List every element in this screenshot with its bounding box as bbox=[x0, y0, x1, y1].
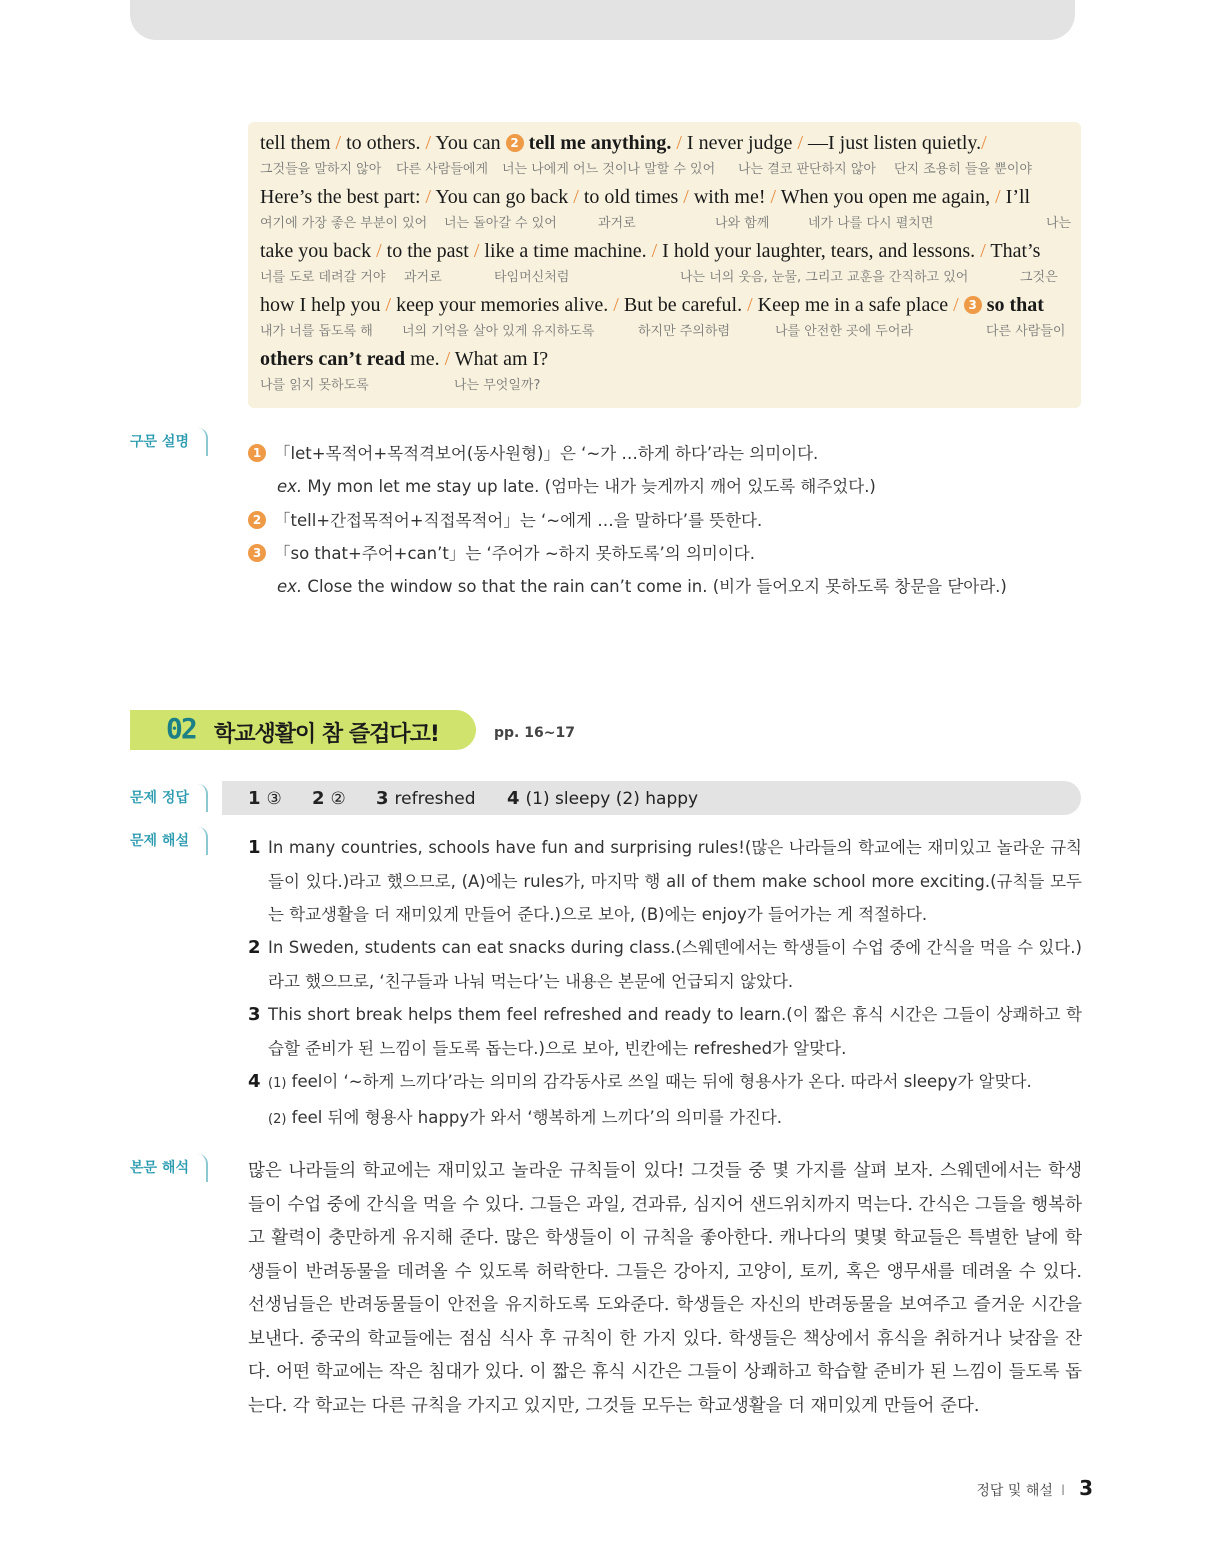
gloss: 너는 돌아갈 수 있어 bbox=[444, 216, 557, 231]
gloss: 여기에 가장 좋은 부분이 있어 bbox=[260, 216, 428, 231]
chunk: how I help you bbox=[260, 294, 381, 316]
page-footer bbox=[976, 1476, 1093, 1500]
syntax-note-3-example bbox=[277, 573, 1007, 597]
answer-value: ③ bbox=[266, 789, 282, 809]
answer-item bbox=[376, 788, 476, 809]
reading-passage-box bbox=[248, 122, 1081, 408]
chunk: to others. bbox=[346, 132, 421, 154]
gloss: 나는 결코 판단하지 않아 bbox=[738, 162, 876, 177]
gloss: 타임머신처럼 bbox=[494, 270, 570, 285]
explanation-number: 1 bbox=[248, 837, 261, 858]
chunk: But be careful. bbox=[623, 294, 743, 316]
gloss: 나는 무엇일까? bbox=[454, 378, 541, 393]
example-label: ex. bbox=[277, 477, 303, 496]
explanation-text: In Sweden, students can eat snacks during class.(스웨덴에서는 학생들이 수업 중에 간식을 먹을 수 있다.)라고 했으므로, ‘친구들과 나눠 먹는다’는 내용은 본문에 언급되지 않았다. bbox=[268, 938, 1082, 991]
gloss: 다른 사람들에게 bbox=[396, 162, 489, 177]
gloss: 네가 나를 다시 펼치면 bbox=[808, 216, 934, 231]
gloss: 나를 읽지 못하도록 bbox=[260, 378, 369, 393]
explanation-2 bbox=[248, 931, 1082, 998]
chunk-bold: so that bbox=[986, 294, 1044, 316]
answers-bar bbox=[222, 781, 1081, 815]
top-decorative-bar bbox=[130, 0, 1075, 40]
tag-syntax-notes: 구문 설명 bbox=[130, 428, 208, 456]
gloss: 단지 조용히 들을 뿐이야 bbox=[894, 162, 1032, 177]
explanation-number: 2 bbox=[248, 937, 261, 958]
answer-number: 1 bbox=[248, 788, 261, 809]
answer-number: 4 bbox=[507, 788, 520, 809]
chunk: to the past bbox=[386, 240, 469, 262]
gloss: 너를 도로 데려갈 거야 bbox=[260, 270, 386, 285]
gloss: 나는 bbox=[1046, 216, 1072, 231]
english-line: tell them / to others. / You can 2 tell me anything. / I never judge / —I just listen quietly./ bbox=[260, 132, 987, 154]
chunk: When you open me again, bbox=[780, 186, 991, 208]
explanation-text bbox=[268, 1065, 1082, 1136]
note-number-icon: 1 bbox=[248, 444, 266, 462]
note-text: 「tell+간접목적어+직접목적어」는 ‘~에게 …을 말하다’를 뜻한다. bbox=[274, 511, 763, 530]
chunk-bold: others can’t read bbox=[260, 348, 406, 370]
gloss: 그것들을 말하지 않아 bbox=[260, 162, 382, 177]
gloss: 과거로 bbox=[404, 270, 442, 285]
answer-item bbox=[507, 788, 698, 809]
chunk: Here’s the best part: bbox=[260, 186, 421, 208]
answer-number: 3 bbox=[376, 788, 389, 809]
explanation-number: 4 bbox=[248, 1071, 261, 1092]
explanation-3 bbox=[248, 998, 1082, 1065]
chunk-bold: tell me anything. bbox=[528, 132, 672, 154]
english-line: others can’t read me. / What am I? bbox=[260, 348, 549, 370]
chunk: You can bbox=[435, 132, 501, 154]
sub-text: feel이 ‘~하게 느끼다’라는 의미의 감각동사로 쓰일 때는 뒤에 형용사가 온다. 따라서 sleepy가 알맞다. bbox=[291, 1072, 1032, 1091]
section-pages: pp. 16~17 bbox=[494, 725, 575, 741]
gloss: 나를 안전한 곳에 두어라 bbox=[775, 324, 913, 339]
answer-value: (1) sleepy (2) happy bbox=[525, 789, 699, 809]
explanation-text: This short break helps them feel refreshed and ready to learn.(이 짧은 휴식 시간은 그들이 상쾌하고 학습할 준비가 된 느낌이 들도록 돕는다.)으로 보아, 빈칸에는 refreshed가 알맞다. bbox=[268, 1005, 1082, 1058]
sub-text: feel 뒤에 형용사 happy가 와서 ‘행복하게 느끼다’의 의미를 가진다. bbox=[291, 1107, 782, 1127]
note-marker-3: 3 bbox=[964, 296, 982, 314]
gloss: 과거로 bbox=[598, 216, 636, 231]
section-header bbox=[130, 710, 476, 750]
example-label: ex. bbox=[277, 577, 303, 596]
explanation-text: In many countries, schools have fun and surprising rules!(많은 나라들의 학교에는 재미있고 놀라운 규칙들이 있다.)라고 했으므로, (A)에는 rules가, 마지막 행 all of them make school more exciting.(규칙들 모두는 학교생활을 더 재미있게 만들어 준다.)으로 보아, (B)에는 enjoy가 들어가는 게 적절하다. bbox=[268, 838, 1082, 924]
footer-label: 정답 및 해설 bbox=[976, 1483, 1053, 1499]
sub-label: (1) bbox=[268, 1076, 287, 1091]
explanation-4 bbox=[248, 1065, 1082, 1136]
gloss: 하지만 주의하렴 bbox=[638, 324, 731, 339]
sub-label: (2) bbox=[268, 1111, 287, 1127]
note-text: 「let+목적어+목적격보어(동사원형)」은 ‘~가 …하게 하다’라는 의미이다. bbox=[274, 444, 819, 463]
page-number: 3 bbox=[1079, 1476, 1093, 1500]
answer-item bbox=[312, 788, 346, 809]
example-text: My mon let me stay up late. (엄마는 내가 늦게까지 깨어 있도록 해주었다.) bbox=[307, 477, 876, 496]
example-text: Close the window so that the rain can’t come in. (비가 들어오지 못하도록 창문을 닫아라.) bbox=[307, 577, 1007, 596]
english-line: take you back / to the past / like a time machine. / I hold your laughter, tears, and lessons. / That’s bbox=[260, 240, 1041, 262]
chunk: What am I? bbox=[454, 348, 549, 370]
section-number: 02 bbox=[166, 712, 196, 745]
gloss: 너의 기억을 살아 있게 유지하도록 bbox=[402, 324, 595, 339]
gloss: 그것은 bbox=[1020, 270, 1058, 285]
chunk: to old times bbox=[583, 186, 679, 208]
syntax-note-3 bbox=[248, 540, 755, 564]
chunk: I’ll bbox=[1005, 186, 1031, 208]
chunk: with me! bbox=[693, 186, 766, 208]
chunk: That’s bbox=[990, 240, 1041, 262]
chunk: take you back bbox=[260, 240, 372, 262]
tag-translation: 본문 해석 bbox=[130, 1154, 208, 1182]
tag-explanations: 문제 해설 bbox=[130, 827, 208, 855]
gloss: 다른 사람들이 bbox=[986, 324, 1066, 339]
chunk: Keep me in a safe place bbox=[757, 294, 949, 316]
note-text: 「so that+주어+can’t」는 ‘주어가 ~하지 못하도록’의 의미이다. bbox=[274, 544, 755, 563]
tag-answers: 문제 정답 bbox=[130, 784, 208, 812]
explanation-number: 3 bbox=[248, 1004, 261, 1025]
note-number-icon: 2 bbox=[248, 511, 266, 529]
english-line: Here’s the best part: / You can go back / to old times / with me! / When you open me again, / I’ll bbox=[260, 186, 1031, 208]
syntax-note-1-example bbox=[277, 473, 876, 497]
translation-text: 많은 나라들의 학교에는 재미있고 놀라운 규칙들이 있다! 그것들 중 몇 가지를 살펴 보자. 스웨덴에서는 학생들이 수업 중에 간식을 먹을 수 있다. 그들은 과일, 견과류, 심지어 샌드위치까지 먹는다. 간식은 그들을 행복하고 활력이 충만하게 유지해 준다. 많은 학생들이 이 규칙을 좋아한다. 캐나다의 몇몇 학교들은 특별한 날에 학생들이 반려동물을 데려올 수 있도록 허락한다. 그들은 강아지, 고양이, 토끼, 혹은 앵무새를 데려올 수 있다. 선생님들은 반려동물들이 안전을 유지하도록 도와준다. 학생들은 자신의 반려동물을 보여주고 즐거운 시간을 보낸다. 중국의 학교들에는 점심 식사 후 규칙이 한 가지 있다. 학생들은 책상에서 휴식을 취하거나 낮잠을 잔다. 어떤 학교에는 작은 침대가 있다. 이 짧은 휴식 시간은 그들이 상쾌하고 학습할 준비가 된 느낌이 들도록 돕는다. 각 학교는 다른 규칙을 가지고 있지만, 그것들 모두는 학교생활을 더 재미있게 만들어 준다. bbox=[248, 1161, 1082, 1416]
gloss: 너는 나에게 어느 것이나 말할 수 있어 bbox=[502, 162, 716, 177]
explanation-1 bbox=[248, 831, 1082, 932]
answer-value: refreshed bbox=[394, 789, 476, 809]
chunk: me. bbox=[410, 348, 440, 370]
note-number-icon: 3 bbox=[248, 544, 266, 562]
syntax-note-2 bbox=[248, 507, 762, 531]
chunk: I never judge bbox=[686, 132, 793, 154]
answer-item bbox=[248, 788, 282, 809]
chunk: You can go back bbox=[435, 186, 569, 208]
gloss: 내가 너를 돕도록 해 bbox=[260, 324, 373, 339]
chunk: like a time machine. bbox=[484, 240, 647, 262]
chunk: tell them bbox=[260, 132, 331, 154]
chunk: keep your memories alive. bbox=[396, 294, 609, 316]
syntax-note-1 bbox=[248, 440, 818, 464]
gloss: 나는 너의 웃음, 눈물, 그리고 교훈을 간직하고 있어 bbox=[680, 270, 969, 285]
gloss: 나와 함께 bbox=[715, 216, 770, 231]
answer-number: 2 bbox=[312, 788, 325, 809]
english-line: how I help you / keep your memories alive. / But be careful. / Keep me in a safe place / 3 so that bbox=[260, 294, 1044, 316]
footer-separator: I bbox=[1060, 1483, 1066, 1499]
section-title: 학교생활이 참 즐겁다고! bbox=[214, 722, 439, 747]
note-marker-2: 2 bbox=[506, 134, 524, 152]
chunk: —I just listen quietly. bbox=[808, 132, 982, 154]
chunk: I hold your laughter, tears, and lessons. bbox=[662, 240, 976, 262]
answer-value: ② bbox=[330, 789, 346, 809]
